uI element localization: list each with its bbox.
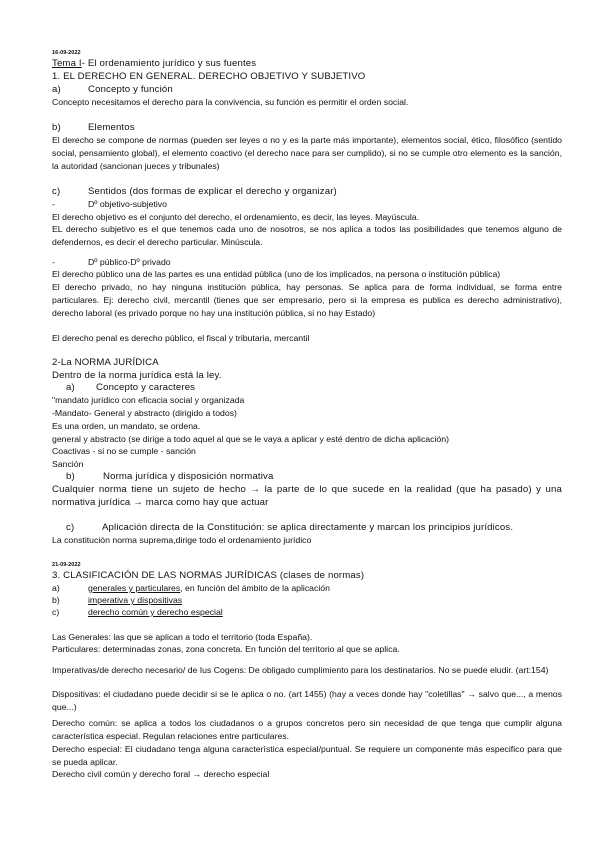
subsection-heading: b) Elementos <box>52 122 135 133</box>
subsection-heading: a) Concepto y caracteres <box>66 382 196 393</box>
paragraph: Dentro de la norma jurídica está la ley. <box>52 370 222 381</box>
paragraph: Derecho común: se aplica a todos los ciudadanos o a grupos concretos pero sin necesidad de que tenga que cumplir alguna característica especial. Regulan relaciones entre particulares. <box>52 718 562 741</box>
subsection-heading: c) Aplicación directa de la Constitución: se aplica directamente y marcan los principios jurídicos. <box>66 522 514 533</box>
date-stamp: 21-09-2022 <box>52 562 81 568</box>
paragraph: "mandato jurídico con eficacia social y organizada <box>52 395 245 405</box>
subsection-heading: a) Concepto y función <box>52 84 173 95</box>
paragraph: Derecho civil común y derecho foral → derecho especial <box>52 769 270 779</box>
section-title: 2-La NORMA JURÍDICA <box>52 357 159 368</box>
list-item: c) derecho común y derecho especial <box>52 607 223 617</box>
paragraph: Las Generales: las que se aplican a todo el territorio (toda España). <box>52 632 313 642</box>
heading-rest: - El ordenamiento jurídico y sus fuentes <box>81 58 257 69</box>
paragraph: La constitución norma suprema,dirige todo el ordenamiento jurídico <box>52 535 312 545</box>
subsection-heading: b) Norma jurídica y disposición normativa <box>66 471 274 482</box>
bullet-heading: - Dº público-Dº privado <box>52 257 171 267</box>
paragraph: Cualquier norma tiene un sujeto de hecho → la parte de lo que sucede en la realidad (que ha pasado) y una normativa jurídica → marca como hay que actuar <box>52 484 562 508</box>
paragraph: Coactivas - si no se cumple - sanción <box>52 446 196 456</box>
date-stamp: 16-09-2022 <box>52 50 81 56</box>
paragraph: El derecho penal es derecho público, el fiscal y tributaria, mercantil <box>52 333 310 343</box>
subsection-heading: c) Sentidos (dos formas de explicar el derecho y organizar) <box>52 186 337 197</box>
paragraph: Imperativas/de derecho necesario/ de Ius Cogens: De obligado cumplimiento para los destinatarios. No se puede eludir. (art:154) <box>52 665 549 675</box>
list-item: b) imperativa y dispositivas <box>52 595 183 605</box>
bullet-heading: - Dº objetivo-subjetivo <box>52 199 167 209</box>
paragraph: Sanción <box>52 459 84 469</box>
paragraph: El derecho se compone de normas (pueden ser leyes o no y es la parte más importante), elementos social, ético, filosófico (sentido social, pensamiento global), el elemento coactivo (el derecho nace para ser cumplido), si no se cumple otro elemento es la sanción, la autoridad (sancionan jueces y tribunales) <box>52 135 562 171</box>
paragraph: El derecho público una de las partes es una entidad pública (uno de los implicados, na persona o institución pública) <box>52 269 501 279</box>
paragraph: El derecho objetivo es el conjunto del derecho, el ordenamiento, es decir, las leyes. Mayúscula. <box>52 212 420 222</box>
paragraph: general y abstracto (se dirige a todo aquel al que se le vaya a aplicar y esté dentro de dicha aplicación) <box>52 434 449 444</box>
paragraph: Derecho especial: El ciudadano tenga alguna característica especial/puntual. Se requiere un componente más especifico para que se pueda aplicar. <box>52 744 562 767</box>
section-title: 1. EL DERECHO EN GENERAL. DERECHO OBJETIVO Y SUBJETIVO <box>52 71 366 82</box>
heading-topic: Tema I <box>52 58 82 69</box>
paragraph: Particulares: determinadas zonas, zona concreta. En función del territorio al que se aplica. <box>52 644 400 654</box>
section-title: 3. CLASIFICACIÓN DE LAS NORMAS JURÍDICAS (clases de normas) <box>52 570 365 581</box>
paragraph: Dispositivas: el ciudadano puede decidir si se le aplica o no. (art 1455) (hay a veces donde hay "coletillas" → salvo que..., a menos que...) <box>52 689 562 712</box>
paragraph: EL derecho subjetivo es el que tenemos cada uno de nosotros, se nos aplica a todos las posibilidades que tenemos alguno de defendernos, es decir el derecho particular. Minúscula. <box>52 224 562 247</box>
list-item: a) generales y particulares, en función del ámbito de la aplicación <box>52 583 330 593</box>
paragraph: Concepto necesitamos el derecho para la convivencia, su función es permitir el orden social. <box>52 97 409 107</box>
paragraph: Es una orden, un mandato, se ordena. <box>52 421 201 431</box>
paragraph: El derecho privado, no hay ninguna institución pública, hay personas. Se aplica para de forma individual, se forma entre particulares. Ej: derecho civil, mercantil (tienes que ser empresario, pero si la empresa es publica es derecho administrativo), derecho laboral (es privado porque no hay una institución pública, si no hay Estado) <box>52 282 562 318</box>
document-heading <box>52 57 562 70</box>
paragraph: -Mandato- General y abstracto (dirigido a todos) <box>52 408 237 418</box>
